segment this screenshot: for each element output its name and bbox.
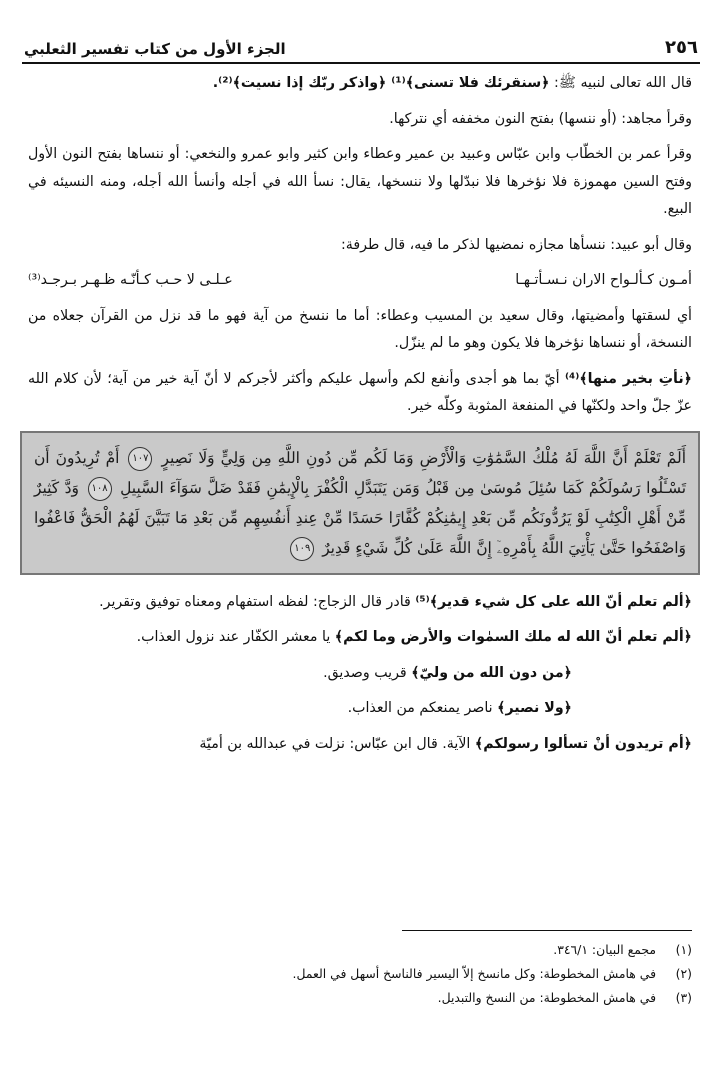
ayah-number-marker: ١٠٧ [128,447,152,471]
poem-hemistich-1: أمـون كـألـواح الاران نـسـأتـهـا [515,272,692,288]
paragraph [28,70,692,98]
footnote-text: في هامش المخطوطة: من النسخ والتبديل. [437,990,656,1005]
paragraph [28,106,692,134]
paragraph [28,141,692,224]
paragraph [28,660,692,688]
paragraph-text: وقرأ مجاهد: (أو ننسها) بفتح النون مخففه أي نتركها. [389,110,692,127]
poem-hemistich-2: عـلـى لا حـب كـأنّـه ظـهـر بـرجـد⁽³⁾ [28,272,233,288]
page-number: ٢٥٦ [665,37,698,58]
quran-verses-box [20,431,700,575]
quran-quote: ﴿ألم تعلم أنّ الله له ملك السمٰوات والأرض وما لكم﴾ [334,629,692,645]
paragraph-text: الآية. قال ابن عبّاس: نزلت في عبدالله بن أميّة [199,735,475,752]
paragraph [28,232,692,260]
paragraph-text: أي لسقتها وأمضيتها، وقال سعيد بن المسيب وعطاء: أما ما ننسخ من آية فهو ما قد نزل من القرآن جعلاه من النسخة، أو ننساها نؤخرها فلا يكون وهو ما لم ينزّل. [28,307,692,351]
verse-107: أَلَمْ تَعْلَمْ أَنَّ اللَّهَ لَهُ مُلْكُ السَّمَٰوَٰتِ وَالْأَرْضِ وَمَا لَكُم مِّن دُونِ اللَّهِ مِن وَلِيٍّ وَلَا نَصِيرٍ [161,448,686,467]
footnote-rule [402,930,692,931]
quran-quote: ﴿نأتِ بخير منها﴾⁽⁴⁾ [564,370,692,387]
main-text [28,70,692,766]
paragraph-text: قريب وصديق. [323,664,412,681]
paragraph-text: يا معشر الكفّار عند نزول العذاب. [136,629,335,645]
verse-109: وَدَّ كَثِيرٌ مِّنْ أَهْلِ الْكِتَٰبِ لَوْ يَرُدُّونَكُم مِّن بَعْدِ إِيمَٰنِكُمْ كُفَّارًا حَسَدًا مِّنْ عِندِ أَنفُسِهِم مِّن بَعْدِ مَا تَبَيَّنَ لَهُمُ الْحَقُّ فَاعْفُوا وَاصْفَحُوا حَتَّىٰ يَأْتِيَ اللَّهُ بِأَمْرِهِۦٓ إِنَّ اللَّهَ عَلَىٰ كُلِّ شَيْءٍ قَدِيرٌ [34,478,686,557]
paragraph [28,695,692,723]
ayah-number-marker: ١٠٩ [290,537,314,561]
footnote-number: (١) [675,942,692,957]
quran-quote: ﴿ولا نصير﴾ [497,700,572,716]
footnote-text: مجمع البيان: ٣٤٦/١. [553,942,656,957]
paragraph-text: وقرأ عمر بن الخطّاب وابن عبّاس وعبيد بن عمير وعطاء وابن كثير وابو عمرو والنخعي: أو ننساها بفتح النون الأول وفتح السين مهموزة فلا نؤخرها فلا نبدّلها ولا ننسخها، يقال: نسأ الله في أجله وأنسأ الله أجله، ومنه النسيئه في البيع. [28,146,692,217]
poem-verse [28,267,692,295]
verse-108: أَمْ تُرِيدُونَ أَن تَسْـَٔلُوا رَسُولَكُمْ كَمَا سُئِلَ مُوسَىٰ مِن قَبْلُ وَمَن يَتَبَدَّلِ الْكُفْرَ بِالْإِيمَٰنِ فَقَدْ ضَلَّ سَوَآءَ السَّبِيلِ [34,448,686,497]
page-header [24,30,698,58]
footnote-text: في هامش المخطوطة: وكل مانسخ إلاّ اليسير فالناسخ أسهل في العمل. [292,966,656,981]
paragraph [28,624,692,652]
paragraph-text: وقال أبو عبيد: ننسأها مجازه نمضيها لذكر ما فيه، قال طرفة: [340,236,692,253]
header-rule [22,62,700,64]
quran-quote: ﴿من دون الله من وليّ﴾ [411,664,572,681]
book-title: الجزء الأول من كتاب تفسير الثعلبي [24,40,286,58]
footnote-number: (٣) [675,990,692,1005]
footnote [30,938,692,962]
footnote [30,962,692,986]
ayah-number-marker: ١٠٨ [88,477,112,501]
quran-quote: ﴿أم تريدون أنْ تسألوا رسولكم﴾ [474,735,692,752]
footnote-number: (٢) [675,966,692,981]
paragraph-text: ناصر يمنعكم من العذاب. [347,700,498,716]
quran-quote: ﴿سنقرئك فلا تسنى﴾⁽¹⁾ ﴿واذكر ربّك إذا نسيت﴾⁽²⁾. [212,75,550,91]
paragraph-text: قادر قال الزجاج: لفظه استفهام ومعناه توفيق وتقرير. [99,593,416,610]
paragraph-text: قال الله تعالى لنبيه ﷺ: [549,75,692,91]
paragraph [28,731,692,759]
footnote [30,986,692,1010]
paragraph [28,303,692,358]
paragraph [28,366,692,421]
paragraph-text: أيّ بما هو أجدى وأنفع لكم وأسهل عليكم وأكثر لأجركم لا أنّ آية خير من آية؛ لأن كلام الله عزّ جلّ واحد ولكنّها في المنفعة المثوبة وكلّه خير. [28,370,692,414]
footnotes [30,938,692,1010]
quran-quote: ﴿ألم تعلم أنّ الله على كل شيء قدير﴾⁽⁵⁾ [415,593,692,610]
paragraph [28,589,692,617]
